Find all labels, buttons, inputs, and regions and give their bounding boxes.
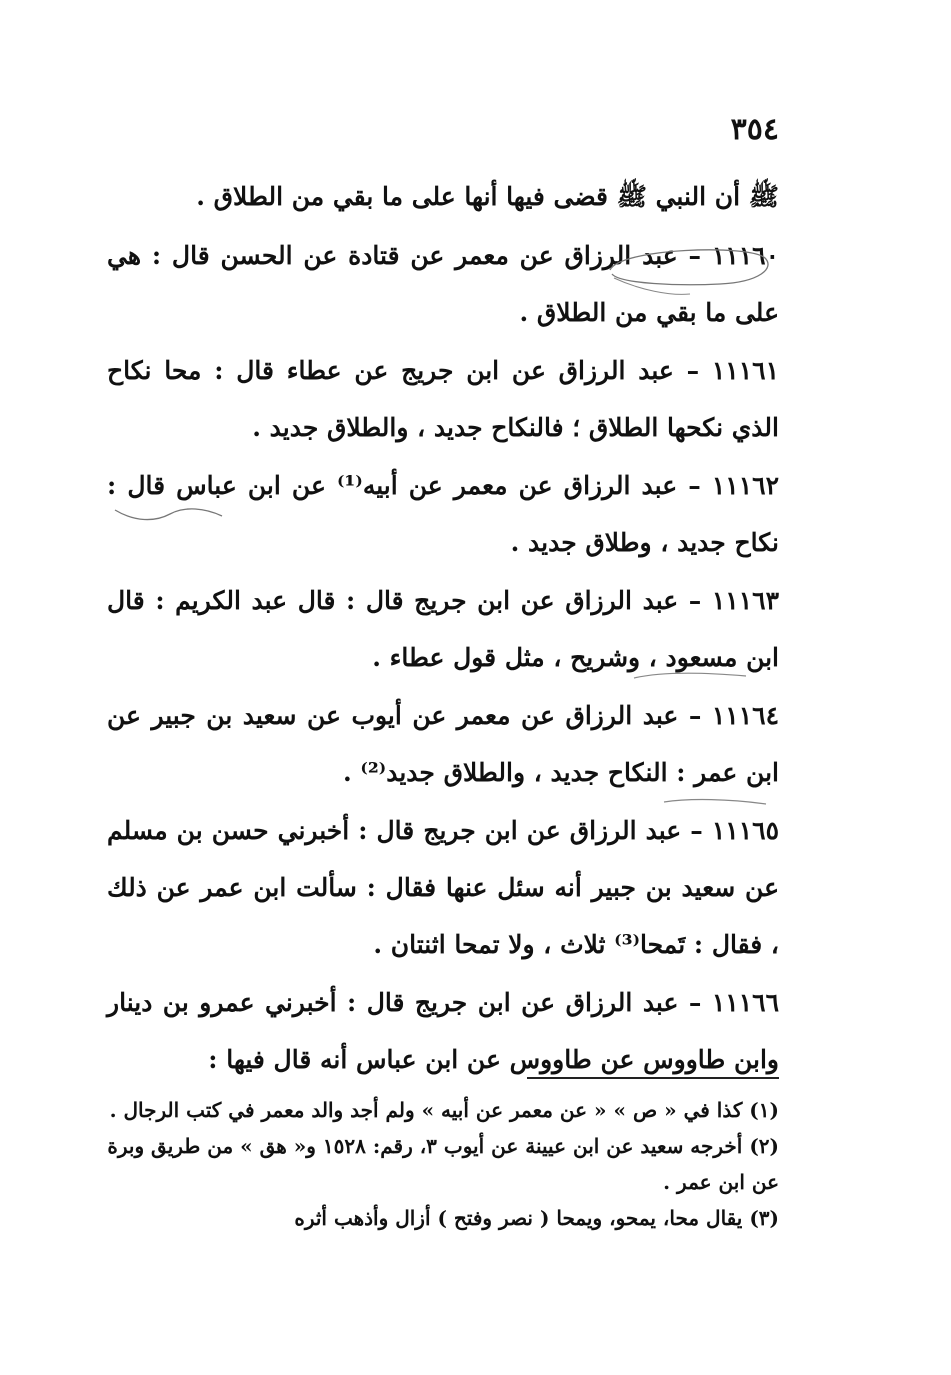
hadith-11160: ١١١٦٠ – عبد الرزاق عن معمر عن قتادة عن الحسن قال : هي على ما بقي من الطلاق . xyxy=(107,241,779,327)
hadith-11165: ١١١٦٥ – عبد الرزاق عن ابن جريج قال : أخبرني حسن بن مسلم عن سعيد بن جبير أنه سئل عنها فقال : سألت ابن عمر عن ذلك ، فقال : تَمحا⁽³⁾ ثلاث ، ولا تمحا اثنتان . xyxy=(107,816,779,959)
hadith-11164: ١١١٦٤ – عبد الرزاق عن معمر عن أيوب عن سعيد بن جبير عن ابن عمر : النكاح جديد ، والطلاق جديد⁽²⁾ . xyxy=(107,701,779,787)
footnotes xyxy=(107,1092,779,1236)
footnote-1: (١) كذا في « ص » « عن معمر عن أبيه » ولم أجد والد معمر في كتب الرجال . xyxy=(109,1098,779,1122)
main-text xyxy=(107,168,779,1089)
page-number: ٣٥٤ xyxy=(730,112,779,147)
footnote-3: (٣) يقال محا، يمحو، ويمحا ( نصر وفتح ) أزال وأذهب أثره xyxy=(294,1206,779,1230)
hadith-11166: ١١١٦٦ – عبد الرزاق عن ابن جريج قال : أخبرني عمرو بن دينار وابن طاووس عن طاووس عن ابن عباس أنه قال فيها : xyxy=(107,988,779,1074)
hadith-11162: ١١١٦٢ – عبد الرزاق عن معمر عن أبيه⁽¹⁾ عن ابن عباس قال : نكاح جديد ، وطلاق جديد . xyxy=(107,471,779,557)
paragraph-continuation: ﷺ أن النبي ﷺ قضى فيها أنها على ما بقي من الطلاق . xyxy=(196,182,779,211)
footnote-divider xyxy=(527,1077,779,1079)
hadith-11161: ١١١٦١ – عبد الرزاق عن ابن جريج عن عطاء قال : محا نكاح الذي نكحها الطلاق ؛ فالنكاح جديد ، والطلاق جديد . xyxy=(107,356,779,442)
footnote-2: (٢) أخرجه سعيد عن ابن عيينة عن أيوب ٣، رقم: ١٥٢٨ و« هق » من طريق وبرة عن ابن عمر . xyxy=(107,1134,779,1194)
hadith-11163: ١١١٦٣ – عبد الرزاق عن ابن جريج قال : قال عبد الكريم : قال ابن مسعود ، وشريح ، مثل قول عطاء . xyxy=(107,586,779,672)
